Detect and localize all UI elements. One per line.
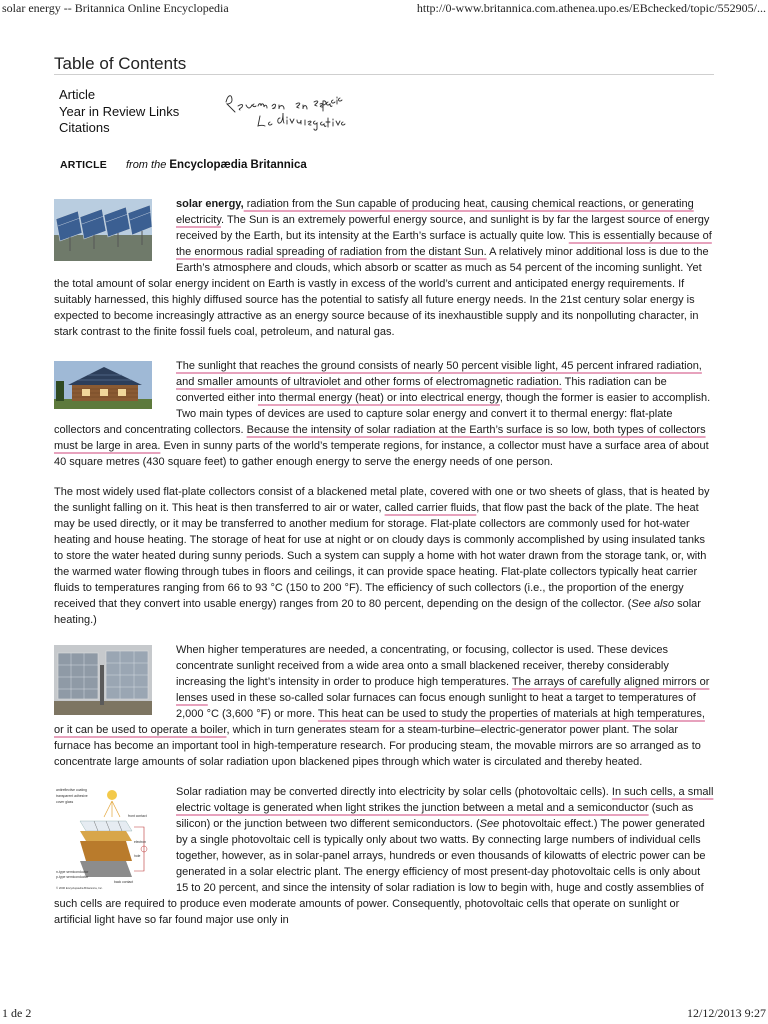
toc-link-citations[interactable]: Citations	[59, 120, 110, 135]
toc-title: Table of Contents	[54, 54, 187, 73]
paragraph-intro	[54, 196, 714, 340]
paragraph-solar-cells	[54, 784, 714, 928]
text-run: A relatively minor additional loss is due to the Earth’s atmosphere and clouds, which absorb or scatter as much as 54 percent of the incoming sunlight. Yet the total amount of solar energy incident on Earth is vastly in excess of the world’s current and anticipated energy requirements. If suitably harnessed, this highly diffused source has the potential to satisfy all future energy needs. In the 21st century solar energy is expected to become increasingly attractive as an energy source because of its inexhaustible supply and its nonpolluting character, in stark contrast to the finite fossil fuels coal, petroleum, and natural gas.	[54, 246, 709, 338]
label-transparent-adhesive: transparent adhesive	[56, 794, 88, 798]
handwritten-note	[222, 88, 362, 132]
print-header	[0, 0, 768, 18]
see-also-text: See also	[631, 598, 675, 610]
article-from-text: from the	[125, 159, 167, 171]
text-run: . The Sun is an extremely powerful energy source, and sunlight is by far the largest source of energy received by the Earth, but its intensity at the Earth’s surface is actually quite low.	[176, 214, 710, 242]
text-run: This radiation can be converted either	[176, 376, 667, 404]
toc-link-article[interactable]: Article	[59, 87, 96, 102]
article-body	[54, 196, 714, 942]
print-datetime: 12/12/2013 9:27	[686, 1006, 766, 1020]
toc-divider	[54, 74, 714, 75]
paragraph-concentrating	[54, 642, 714, 770]
solar-cell-diagram[interactable]	[54, 787, 152, 893]
label-n-type: n-type semiconductor	[56, 870, 89, 874]
text-run: photovoltaic effect.) The power generated by a single photovoltaic cell is typically only about two watts. By connecting large numbers of individual cells together, however, as in solar-panel arrays, hundreds or even thousands of kilowatts of electric power can be generated in a solar electric plant. The energy efficiency of most present-day photovoltaic cells is only about 15 to 20 percent, and since the intensity of solar radiation is low to begin with, huge and costly assemblies of such cells are required to produce even moderate amounts of power. Consequently, photovoltaic cells that operate on sunlight or artificial light have so far found major use only in	[54, 818, 706, 926]
label-p-type: p-type semiconductor	[56, 875, 89, 879]
label-electron: electron	[134, 840, 147, 844]
text-run: used in these so-called solar furnaces can focus enough sunlight to heat a target to temperatures of 2,000 °C (3,600 °F) or more.	[176, 692, 696, 720]
toc-list	[59, 87, 179, 137]
text-run: solar heating.)	[54, 598, 701, 626]
text-run: , though the former is easier to accomplish. Two main types of devices are used to capture solar energy and convert it to thermal energy: flat-plate collectors and concentrating collectors.	[54, 392, 711, 436]
highlight: This heat can be used to study the properties of materials at high temperatures, or it can be used to operate a boiler	[54, 708, 705, 736]
paragraph-sunlight	[54, 358, 714, 470]
highlight: Because the intensity of solar radiation at the Earth’s surface is so low, both types of collectors must be large in area.	[54, 424, 706, 452]
toc-link-year-in-review[interactable]: Year in Review Links	[59, 103, 180, 119]
text-run: , which in turn generates steam for a steam-turbine–electric-generator power plant. The solar furnace has become an important tool in high-temperature research. For producing steam, the movable mirrors are so arranged as to concentrate large amounts of solar radiation upon blackened pipes through which water is circulated and thereby heated.	[54, 724, 701, 768]
label-cover-glass: cover glass	[56, 800, 74, 804]
label-front-contact: front contact	[128, 814, 147, 818]
print-header-title: solar energy -- Britannica Online Encyclopedia	[2, 1, 229, 15]
highlight: This is essentially because of the enormous radial spreading of radiation from the distant Sun.	[176, 230, 712, 258]
text-run: (such as silicon) or the junction between two different semiconductors. (	[176, 802, 694, 830]
highlight: into thermal energy (heat) or into electrical energy	[257, 392, 500, 404]
text-run: The most widely used flat-plate collectors consist of a blackened metal plate, covered with one or two sheets of glass, that is heated by the sunlight falling on it. This heat is then transferred to air or water,	[54, 486, 710, 514]
article-header	[60, 159, 307, 171]
page-number: 1 de 2	[2, 1006, 32, 1020]
text-run: When higher temperatures are needed, a concentrating, or focusing, collector is used. These devices concentrate sunlight received from a wide area onto a small blackened receiver, thereby considerably increasing the light’s intensity in order to produce high temperatures.	[176, 644, 669, 688]
solar-furnace-image[interactable]	[54, 645, 152, 715]
article-label: ARTICLE	[60, 159, 107, 171]
label-antireflective-coating: antireflective coating	[56, 788, 87, 792]
text-run: Solar radiation may be converted directly into electricity by solar cells (photovoltaic cells).	[176, 786, 612, 798]
article-source: Encyclopædia Britannica	[169, 159, 307, 171]
see-text: See	[479, 818, 500, 830]
highlight: The arrays of carefully aligned mirrors or lenses	[176, 676, 710, 704]
highlight: radiation from the Sun capable of producing heat, causing chemical reactions, or generating electricity	[176, 198, 694, 226]
label-hole: hole	[134, 854, 141, 858]
label-back-contact: back contact	[114, 880, 134, 884]
print-header-url: http://0-www.britannica.com.athenea.upo.es/EBchecked/topic/552905/...	[416, 1, 766, 15]
paragraph-flat-plate	[54, 484, 714, 628]
solar-panels-image[interactable]	[54, 199, 152, 261]
highlight: In such cells, a small electric voltage is generated when light strikes the junction between a metal and a semiconductor	[176, 786, 714, 814]
highlight: The sunlight that reaches the ground consists of nearly 50 percent visible light, 45 percent infrared radiation, and smaller amounts of ultraviolet and other forms of electromagnetic radiation.	[176, 360, 702, 388]
term-solar-energy: solar energy,	[176, 198, 244, 210]
text-run: Even in sunny parts of the world’s temperate regions, for instance, a collector must have a surface area of about 40 square metres (430 square feet) to gather enough energy to serve the energy needs of one person.	[54, 440, 709, 468]
print-footer	[0, 1004, 768, 1024]
text-run: , that flow past the back of the plate. The heat may be used directly, or it may be transferred to another medium for storage. Flat-plate collectors are commonly used for hot-water heating and house heating. The storage of heat for use at night or on cloudy days is commonly accomplished by using insulated tanks to store the water heated during sunny periods. Such a system can supply a home with hot water drawn from the storage tank, or, with the warmed water flowing through tubes in floors and ceilings, it can provide space heating. Flat-plate collectors typically heat carrier fluids to temperatures ranging from 66 to 93 °C (150 to 200 °F). The efficiency of such collectors (i.e., the proportion of the energy received that they convert into usable energy) ranges from 20 to 80 percent, depending on the design of the collector. (	[54, 502, 707, 610]
highlight: called carrier fluids	[384, 502, 477, 514]
solar-house-image[interactable]	[54, 361, 152, 409]
label-copyright: © 2006 Encyclopædia Britannica, Inc.	[56, 886, 103, 890]
